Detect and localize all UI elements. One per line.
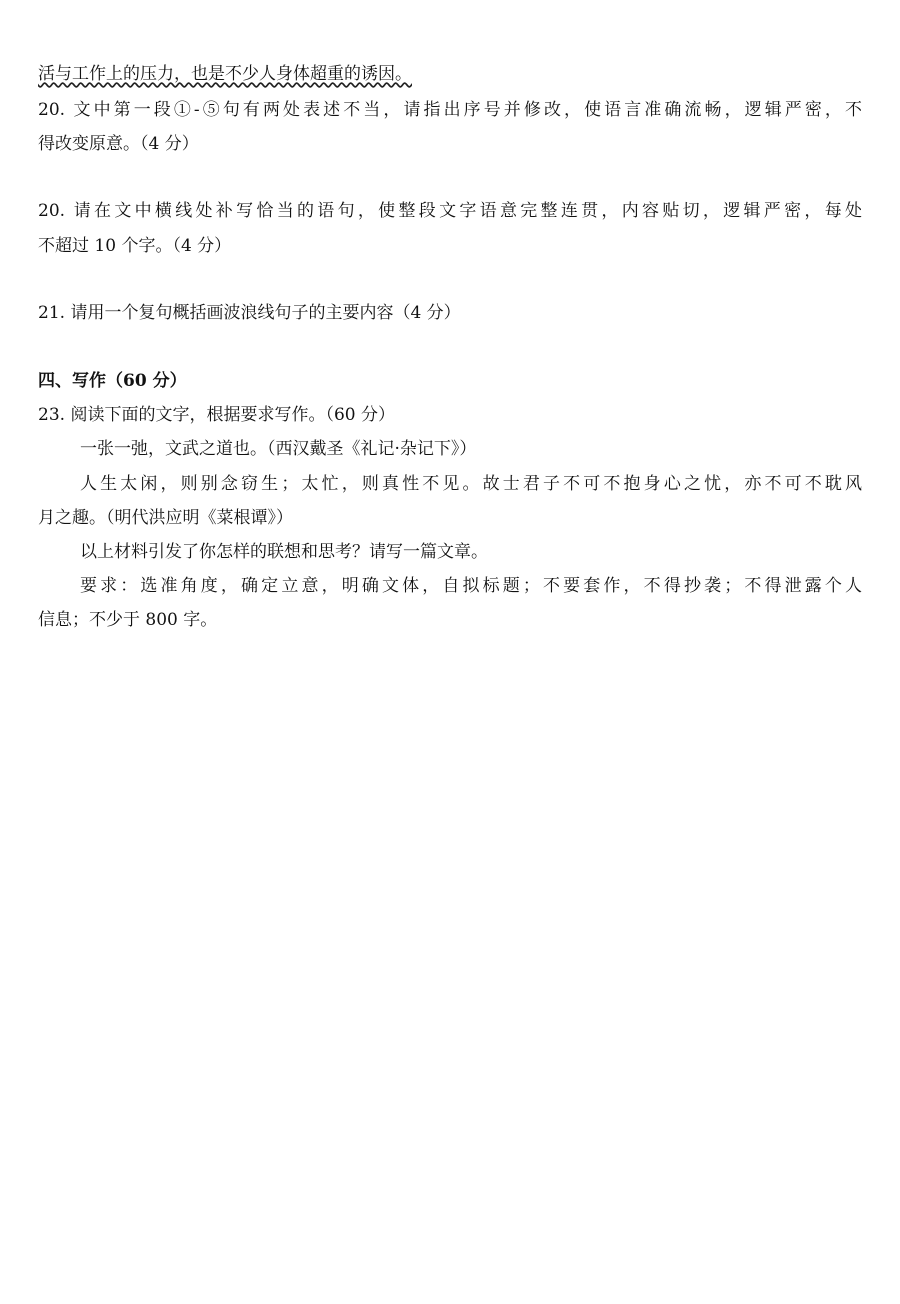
carry-over-text: 活与工作上的压力，也是不少人身体超重的诱因。 — [38, 64, 412, 84]
question-20a-line1: 20. 文中第一段①-⑤句有两处表述不当，请指出序号并修改，使语言准确流畅，逻辑严密，不 — [38, 100, 862, 120]
question-20b-line1: 20. 请在文中横线处补写恰当的语句，使整段文字语意完整连贯，内容贴切，逻辑严密，每处 — [38, 201, 862, 221]
question-21: 21. 请用一个复句概括画波浪线句子的主要内容（4 分） — [38, 303, 461, 323]
question-23: 23. 阅读下面的文字，根据要求写作。（60 分） — [38, 405, 395, 425]
material-quote-1: 一张一弛，文武之道也。（西汉戴圣《礼记·杂记下》） — [80, 439, 477, 459]
requirements-line1: 要求：选准角度，确定立意，明确文体，自拟标题；不要套作，不得抄袭；不得泄露个人 — [80, 576, 862, 596]
question-20b-line2: 不超过 10 个字。（4 分） — [38, 236, 232, 256]
section-heading-writing: 四、写作（60 分） — [38, 371, 187, 391]
requirements-line2: 信息；不少于 800 字。 — [38, 610, 218, 630]
question-20a-line2: 得改变原意。（4 分） — [38, 134, 199, 154]
writing-prompt: 以上材料引发了你怎样的联想和思考？请写一篇文章。 — [80, 542, 488, 562]
material-quote-2-line1: 人生太闲，则别念窃生；太忙，则真性不见。故士君子不可不抱身心之忧，亦不可不耽风 — [80, 474, 862, 494]
material-quote-2-line2: 月之趣。（明代洪应明《菜根谭》） — [38, 508, 293, 528]
